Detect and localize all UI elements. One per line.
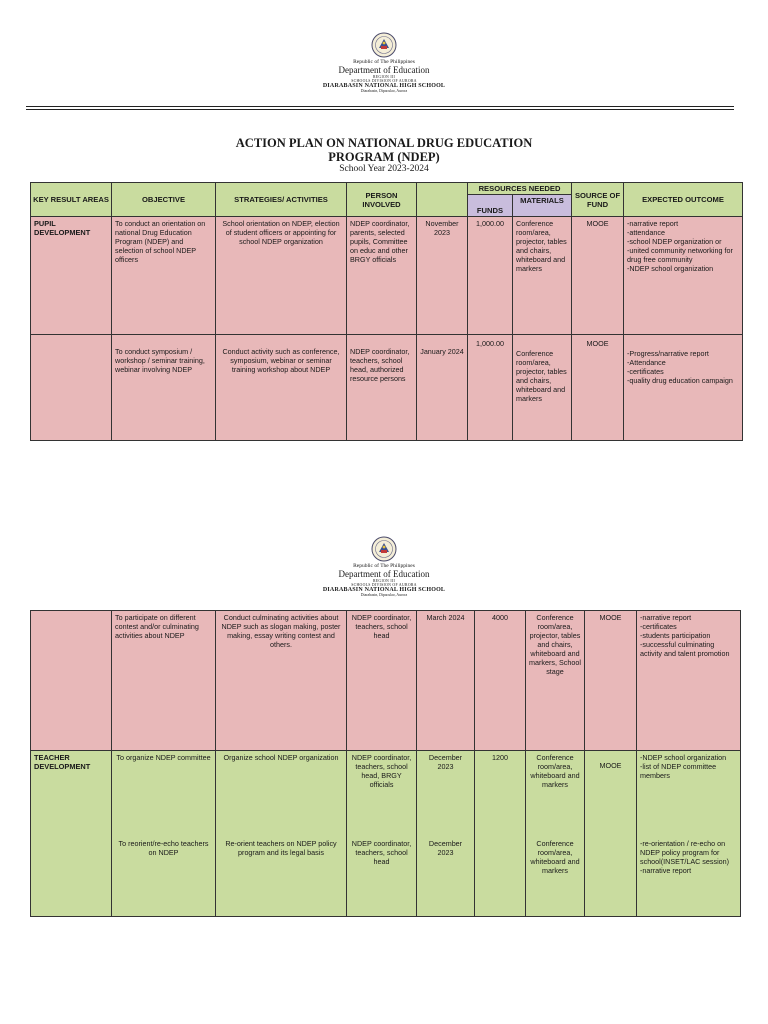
table-row bbox=[31, 335, 743, 441]
cell-materials: Conference room/area, whiteboard and markers bbox=[526, 751, 585, 837]
cell-person: NDEP coordinator, teachers, school head, authorized resource persons bbox=[347, 335, 417, 441]
cell-strategies: Organize school NDEP organization bbox=[216, 751, 347, 837]
table-row bbox=[31, 217, 743, 335]
letterhead-school: DIARABASIN NATIONAL HIGH SCHOOL bbox=[322, 83, 446, 90]
letterhead bbox=[0, 32, 768, 93]
cell-source: MOOE bbox=[585, 751, 637, 837]
cell-time: December 2023 bbox=[417, 837, 475, 917]
cell-materials: Conference room/area, projector, tables and chairs, whiteboard and markers bbox=[513, 335, 572, 441]
cell-objective: To reorient/re-echo teachers on NDEP bbox=[112, 837, 216, 917]
cell-source: MOOE bbox=[572, 335, 624, 441]
cell-strategies: Conduct culminating activities about NDEP such as slogan making, poster making, essay writing contest and others. bbox=[216, 611, 347, 751]
cell-strategies: Re-orient teachers on NDEP policy program and its legal basis bbox=[216, 837, 347, 917]
table-row bbox=[31, 751, 741, 837]
cell-funds: 4000 bbox=[475, 611, 526, 751]
letterhead-region: REGION III bbox=[372, 579, 396, 584]
cell-outcome: -NDEP school organization -list of NDEP committee members bbox=[637, 751, 741, 837]
header-person: PERSON INVOLVED bbox=[347, 183, 417, 217]
cell-source: MOOE bbox=[585, 611, 637, 751]
action-plan-table-page-2 bbox=[30, 610, 741, 917]
letterhead-division: SCHOOLS DIVISION OF AURORA bbox=[351, 79, 417, 84]
cell-strategies: School orientation on NDEP, election of student officers or appointing for school NDEP organization bbox=[216, 217, 347, 335]
cell-outcome: -narrative report -certificates -students participation -successful culminating activity and talent promotion bbox=[637, 611, 741, 751]
header-row bbox=[31, 183, 743, 195]
title-line-1: ACTION PLAN ON NATIONAL DRUG EDUCATION bbox=[235, 136, 533, 150]
letterhead-school: DIARABASIN NATIONAL HIGH SCHOOL bbox=[322, 587, 446, 594]
deped-seal-icon bbox=[371, 536, 397, 562]
cell-outcome: -narrative report -attendance -school NDEP organization or -united community networking for drug free community -NDEP school organization bbox=[624, 217, 743, 335]
letterhead-department: Department of Education bbox=[338, 568, 430, 579]
title-line-2: PROGRAM (NDEP) bbox=[328, 150, 440, 164]
cell-materials: Conference room/area, projector, tables and chairs, whiteboard and markers bbox=[513, 217, 572, 335]
header-source: SOURCE OF FUND bbox=[572, 183, 624, 217]
document-title bbox=[0, 136, 768, 175]
letterhead-republic: Republic of The Philippines bbox=[353, 563, 415, 569]
cell-time: March 2024 bbox=[417, 611, 475, 751]
header-objective: OBJECTIVE bbox=[112, 183, 216, 217]
letterhead-division: SCHOOLS DIVISION OF AURORA bbox=[351, 583, 417, 588]
cell-time: January 2024 bbox=[417, 335, 468, 441]
letterhead-republic: Republic of The Philippines bbox=[353, 59, 415, 65]
cell-outcome: -re-orientation / re-echo on NDEP policy program for school(INSET/LAC session) -narrative report bbox=[637, 837, 741, 917]
cell-person: NDEP coordinator, teachers, school head bbox=[347, 611, 417, 751]
cell-objective: To conduct symposium / workshop / seminar training, webinar involving NDEP bbox=[112, 335, 216, 441]
action-plan-table-page-1 bbox=[30, 182, 743, 441]
cell-person: NDEP coordinator, teachers, school head bbox=[347, 837, 417, 917]
cell-person: NDEP coordinator, teachers, school head, BRGY officials bbox=[347, 751, 417, 837]
cell-objective: To organize NDEP committee bbox=[112, 751, 216, 837]
header-funds: FUNDS bbox=[468, 195, 513, 217]
letterhead-divider bbox=[26, 106, 734, 110]
header-materials: MATERIALS bbox=[513, 195, 572, 217]
cell-funds bbox=[475, 837, 526, 917]
letterhead-address: Diarabasin, Dipaculao, Aurora bbox=[360, 89, 408, 94]
letterhead bbox=[0, 536, 768, 597]
cell-kra bbox=[31, 335, 112, 441]
cell-materials: Conference room/area, projector, tables and chairs, whiteboard and markers, School stage bbox=[526, 611, 585, 751]
header-strategies: STRATEGIES/ ACTIVITIES bbox=[216, 183, 347, 217]
cell-outcome: -Progress/narrative report -Attendance -certificates -quality drug education campaign bbox=[624, 335, 743, 441]
cell-kra bbox=[31, 837, 112, 917]
cell-strategies: Conduct activity such as conference, symposium, webinar or seminar training workshop about NDEP bbox=[216, 335, 347, 441]
cell-funds: 1200 bbox=[475, 751, 526, 837]
cell-source bbox=[585, 837, 637, 917]
cell-kra bbox=[31, 611, 112, 751]
letterhead-address: Diarabasin, Dipaculao, Aurora bbox=[360, 593, 408, 598]
cell-objective: To conduct an orientation on national Drug Education Program (NDEP) and selection of school NDEP officers bbox=[112, 217, 216, 335]
cell-kra: PUPIL DEVELOPMENT bbox=[31, 217, 112, 335]
header-resources: RESOURCES NEEDED bbox=[468, 183, 572, 195]
cell-funds: 1,000.00 bbox=[468, 335, 513, 441]
letterhead-department: Department of Education bbox=[338, 64, 430, 75]
header-time-blank bbox=[417, 183, 468, 217]
cell-kra: TEACHER DEVELOPMENT bbox=[31, 751, 112, 837]
cell-person: NDEP coordinator, parents, selected pupils, Committee on educ and other BRGY officials bbox=[347, 217, 417, 335]
cell-materials: Conference room/area, whiteboard and markers bbox=[526, 837, 585, 917]
table-row bbox=[31, 611, 741, 751]
school-year: School Year 2023-2024 bbox=[339, 164, 429, 174]
header-outcome: EXPECTED OUTCOME bbox=[624, 183, 743, 217]
cell-time: December 2023 bbox=[417, 751, 475, 837]
deped-seal-icon bbox=[371, 32, 397, 58]
table-row bbox=[31, 837, 741, 917]
cell-funds: 1,000.00 bbox=[468, 217, 513, 335]
header-kra: KEY RESULT AREAS bbox=[31, 183, 112, 217]
cell-source: MOOE bbox=[572, 217, 624, 335]
letterhead-region: REGION III bbox=[372, 75, 396, 80]
cell-time: November 2023 bbox=[417, 217, 468, 335]
cell-objective: To participate on different contest and/or culminating activities about NDEP bbox=[112, 611, 216, 751]
